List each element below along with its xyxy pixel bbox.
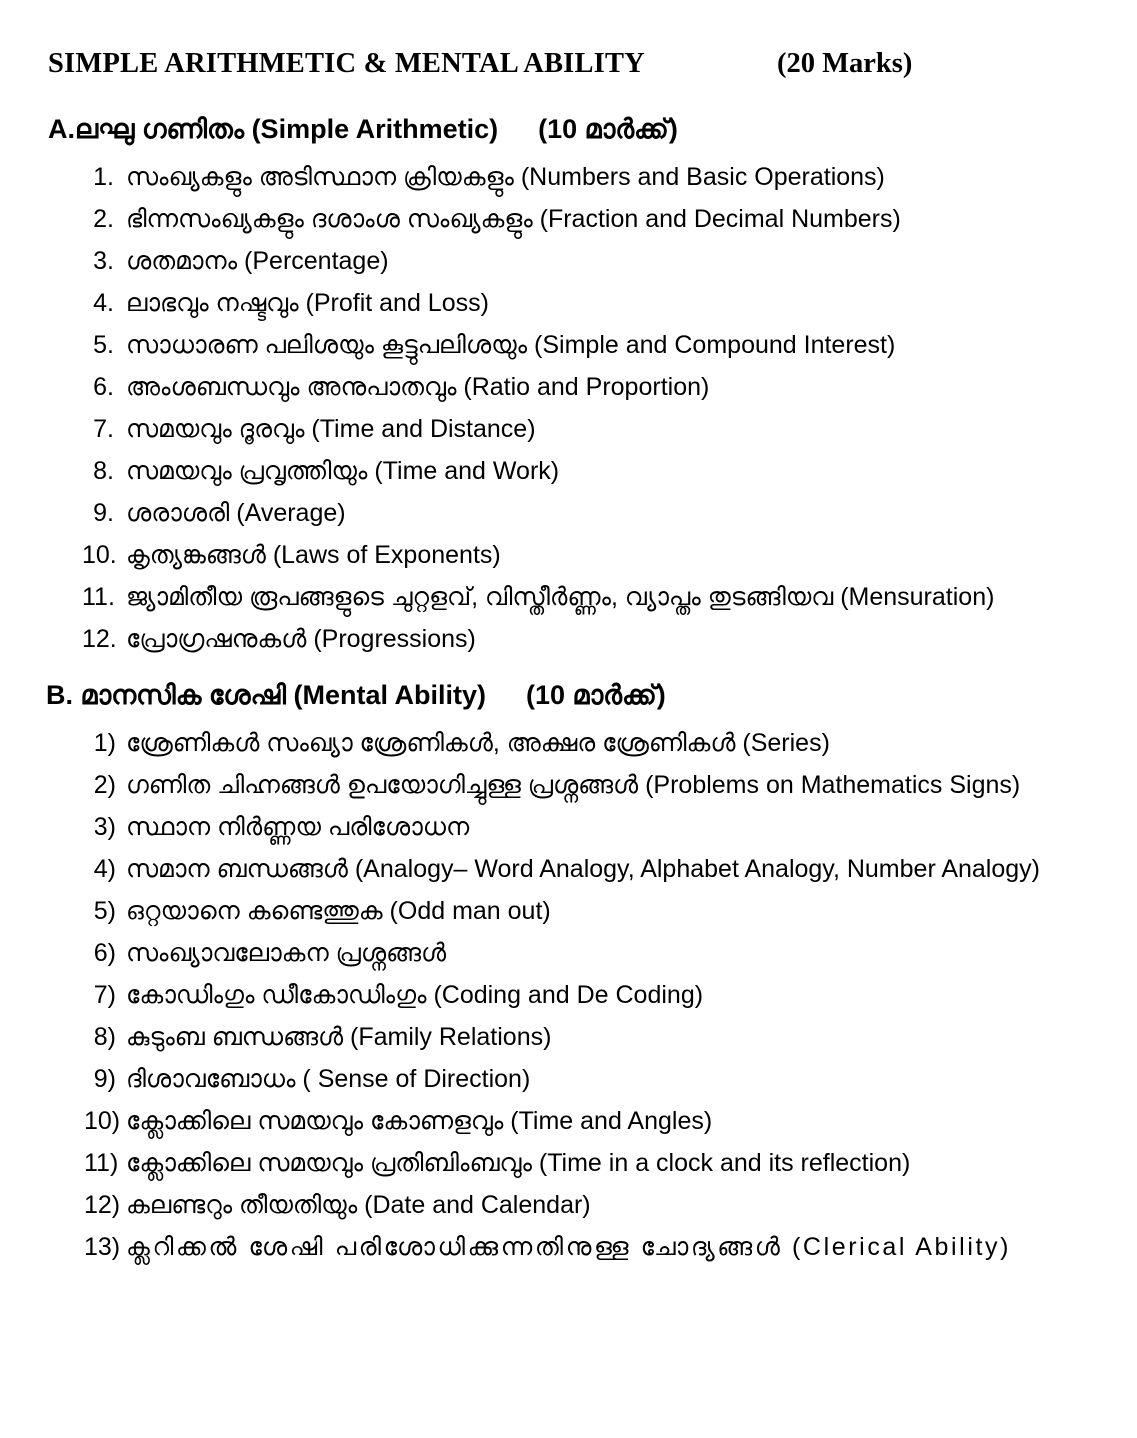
list-item-number: 5)	[93, 897, 116, 925]
list-item-number: 6.	[93, 373, 114, 401]
list-item	[0, 408, 1137, 450]
document-page	[0, 48, 1137, 1438]
list-item-text: സ്ഥാന നിർണ്ണയ പരിശോധന	[126, 813, 470, 841]
list-item	[0, 240, 1137, 282]
list-item-text: കുടുംബ ബന്ധങ്ങൾ (Family Relations)	[126, 1023, 552, 1051]
list-item	[0, 450, 1137, 492]
list-item	[0, 618, 1137, 660]
list-item-number: 2)	[93, 771, 116, 799]
list-item-text: ക്ലോക്കിലെ സമയവും കോണളവും (Time and Angles)	[126, 1107, 713, 1135]
section-a-marks: (10 മാർക്ക്)	[538, 114, 678, 144]
list-item	[0, 1184, 1137, 1226]
list-item	[0, 1100, 1137, 1142]
list-item-text: സമയവും ദൂരവും (Time and Distance)	[126, 415, 536, 443]
list-item-text: ശരാശരി (Average)	[126, 499, 346, 527]
list-item-text: ഗണിത ചിഹ്നങ്ങൾ ഉപയോഗിച്ചുള്ള പ്രശ്നങ്ങൾ (Problems on Mathematics Signs)	[126, 771, 1021, 799]
list-item-text: സംഖ്യാവലോകന പ്രശ്നങ്ങൾ	[126, 939, 447, 967]
list-item-text: പ്രോഗ്രഷനുകൾ (Progressions)	[126, 625, 476, 653]
list-item-text: ഒറ്റയാനെ കണ്ടെത്തുക (Odd man out)	[126, 897, 551, 925]
list-item-text: ദിശാവബോധം ( Sense of Direction)	[126, 1065, 531, 1093]
list-item-number: 7)	[93, 981, 116, 1009]
list-item-number: 1.	[93, 163, 114, 191]
list-item-text: ലാഭവും നഷ്ടവും (Profit and Loss)	[126, 289, 489, 317]
list-item-number: 4.	[93, 289, 114, 317]
list-item-text: സാധാരണ പലിശയും കൂട്ടുപലിശയും (Simple and Compound Interest)	[126, 331, 896, 359]
section-b-marks: (10 മാർക്ക്)	[526, 680, 666, 710]
list-item	[0, 492, 1137, 534]
list-item-number: 1)	[93, 729, 116, 757]
list-item-number: 3.	[93, 247, 114, 275]
list-item	[0, 848, 1137, 890]
section-a-heading	[0, 114, 1137, 146]
list-item-text: അംശബന്ധവും അനുപാതവും (Ratio and Proportion)	[126, 373, 710, 401]
list-item	[0, 806, 1137, 848]
list-item	[0, 1142, 1137, 1184]
list-item-number: 6)	[93, 939, 116, 967]
list-item-number: 13)	[84, 1233, 121, 1261]
list-item-text: കോഡിംഗും ഡീകോഡിംഗും (Coding and De Coding)	[126, 981, 704, 1009]
list-item-number: 11)	[84, 1149, 119, 1177]
list-item-text: സംഖ്യകളും അടിസ്ഥാന ക്രിയകളും (Numbers and Basic Operations)	[126, 163, 885, 191]
section-b-heading	[0, 680, 1137, 712]
list-item-number: 8)	[93, 1023, 116, 1051]
section-a-title: A.ലഘു ഗണിതം (Simple Arithmetic)	[48, 114, 499, 144]
list-item	[0, 764, 1137, 806]
list-item-text: കലണ്ടറും തീയതിയും (Date and Calendar)	[126, 1191, 591, 1219]
list-item-number: 2.	[93, 205, 114, 233]
list-item-number: 12.	[82, 625, 117, 653]
list-item-text: ഭിന്നസംഖ്യകളും ദശാംശ സംഖ്യകളും (Fraction and Decimal Numbers)	[126, 205, 901, 233]
list-item-text: ക്ലോക്കിലെ സമയവും പ്രതിബിംബവും (Time in a clock and its reflection)	[126, 1149, 911, 1177]
list-item	[0, 890, 1137, 932]
list-item-number: 12)	[84, 1191, 121, 1219]
list-item-number: 8.	[93, 457, 114, 485]
list-item	[0, 932, 1137, 974]
list-item	[0, 1016, 1137, 1058]
list-item-text: കൃത്യങ്കങ്ങൾ (Laws of Exponents)	[126, 541, 501, 569]
list-item-number: 4)	[93, 855, 116, 883]
section-b-topic-list	[0, 722, 1137, 1268]
list-item-text: ക്ലറിക്കൽ ശേഷി പരിശോധിക്കുന്നതിനുള്ള ചോദ്യങ്ങൾ (Clerical Ability)	[126, 1233, 1012, 1261]
list-item-number: 9)	[93, 1065, 116, 1093]
list-item-number: 7.	[93, 415, 114, 443]
list-item	[0, 722, 1137, 764]
list-item	[0, 576, 1137, 618]
list-item-text: ശ്രേണികൾ സംഖ്യാ ശ്രേണികൾ, അക്ഷര ശ്രേണികൾ (Series)	[126, 729, 830, 757]
section-a-topic-list	[0, 156, 1137, 660]
list-item-number: 10.	[82, 541, 117, 569]
list-item-text: സമയവും പ്രവൃത്തിയും (Time and Work)	[126, 457, 560, 485]
list-item-number: 9.	[93, 499, 114, 527]
page-title: SIMPLE ARITHMETIC & MENTAL ABILITY	[48, 48, 645, 79]
list-item	[0, 324, 1137, 366]
list-item	[0, 282, 1137, 324]
list-item	[0, 366, 1137, 408]
list-item-text: ശതമാനം (Percentage)	[126, 247, 389, 275]
list-item-number: 11.	[82, 583, 115, 611]
document-header	[0, 48, 1137, 80]
list-item	[0, 1058, 1137, 1100]
list-item-text: ജ്യാമിതീയ രൂപങ്ങളുടെ ചുറ്റളവ്, വിസ്തീർണ്ണം, വ്യാപ്തം തുടങ്ങിയവ (Mensuration)	[126, 583, 995, 611]
list-item	[0, 198, 1137, 240]
list-item-text: സമാന ബന്ധങ്ങൾ (Analogy– Word Analogy, Alphabet Analogy, Number Analogy)	[126, 855, 1040, 883]
list-item-number: 3)	[93, 813, 116, 841]
list-item	[0, 534, 1137, 576]
list-item	[0, 156, 1137, 198]
list-item	[0, 1226, 1137, 1268]
list-item-number: 5.	[93, 331, 114, 359]
total-marks: (20 Marks)	[776, 48, 913, 79]
list-item	[0, 974, 1137, 1016]
section-b-title: B. മാനസിക ശേഷി (Mental Ability)	[46, 680, 487, 710]
list-item-number: 10)	[84, 1107, 121, 1135]
